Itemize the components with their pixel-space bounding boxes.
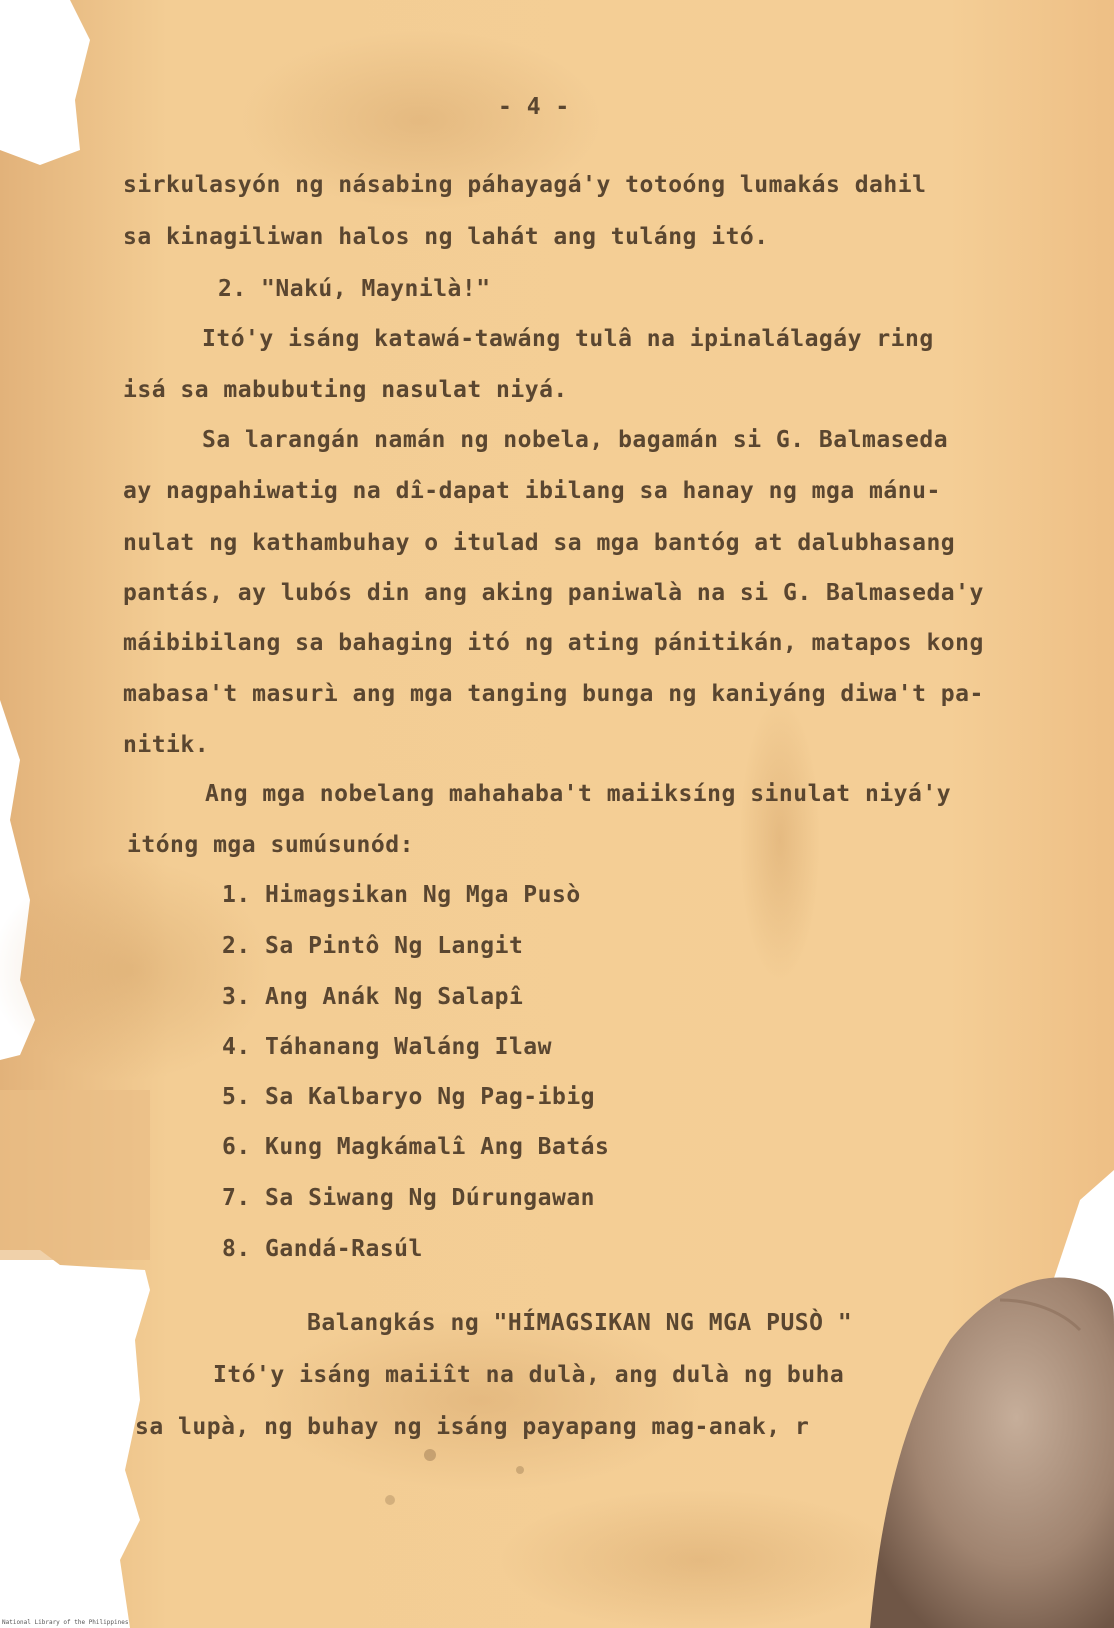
novel-list-item-4: 4. Táhanang Waláng Ilaw [222,1034,552,1060]
novel-list-item-3: 3. Ang Anák Ng Salapî [222,984,524,1010]
paragraph-3-line-1: Sa larangán namán ng nobela, bagamán si G. Balmaseda [202,427,949,453]
novel-list-item-2: 2. Sa Pintô Ng Langit [222,933,524,959]
paragraph-1-line-1: sirkulasyón ng násabing páhayagá'y totoóng lumakás dahil [123,172,927,198]
section-heading: Balangkás ng "HÍMAGSIKAN NG MGA PUSÒ " [307,1310,853,1336]
paragraph-5-line-1: Itó'y isáng maiiît na dulà, ang dulà ng buha [213,1362,845,1388]
paragraph-3-line-7: nitik. [123,732,210,758]
paragraph-4-line-2: itóng mga sumúsunód: [127,832,414,858]
paragraph-2-line-2: isá sa mabubuting nasulat niyá. [123,377,568,403]
footer-credit: National Library of the Philippines [2,1619,129,1626]
item-2-heading: 2. "Nakú, Maynilà!" [218,276,491,302]
novel-list-item-1: 1. Himagsikan Ng Mga Pusò [222,882,581,908]
paragraph-3-line-2: ay nagpahiwatig na dî-dapat ibilang sa hanay ng mga mánu- [123,478,941,504]
page-number: - 4 - [498,94,570,120]
paragraph-3-line-4: pantás, ay lubós din ang aking paniwalà na si G. Balmaseda'y [123,580,984,606]
novel-list-item-6: 6. Kung Magkámalî Ang Batás [222,1134,610,1160]
paragraph-3-line-5: máibibilang sa bahaging itó ng ating pánitikán, matapos kong [123,630,984,656]
paragraph-5-line-2: sa lupà, ng buhay ng isáng payapang mag-anak, r [135,1414,810,1440]
paragraph-2-line-1: Itó'y isáng katawá-tawáng tulâ na ipinalálagáy ring [202,326,934,352]
paragraph-1-line-2: sa kinagiliwan halos ng lahát ang tuláng itó. [123,224,769,250]
novel-list-item-5: 5. Sa Kalbaryo Ng Pag-ibig [222,1084,596,1110]
novel-list-item-8: 8. Gandá-Rasúl [222,1236,423,1262]
paragraph-3-line-3: nulat ng kathambuhay o itulad sa mga bantóg at dalubhasang [123,530,956,556]
paragraph-4-line-1: Ang mga nobelang mahahaba't maiiksíng sinulat niyá'y [205,781,952,807]
paragraph-3-line-6: mabasa't masurì ang mga tanging bunga ng kaniyáng diwa't pa- [123,681,984,707]
novel-list-item-7: 7. Sa Siwang Ng Dúrungawan [222,1185,596,1211]
